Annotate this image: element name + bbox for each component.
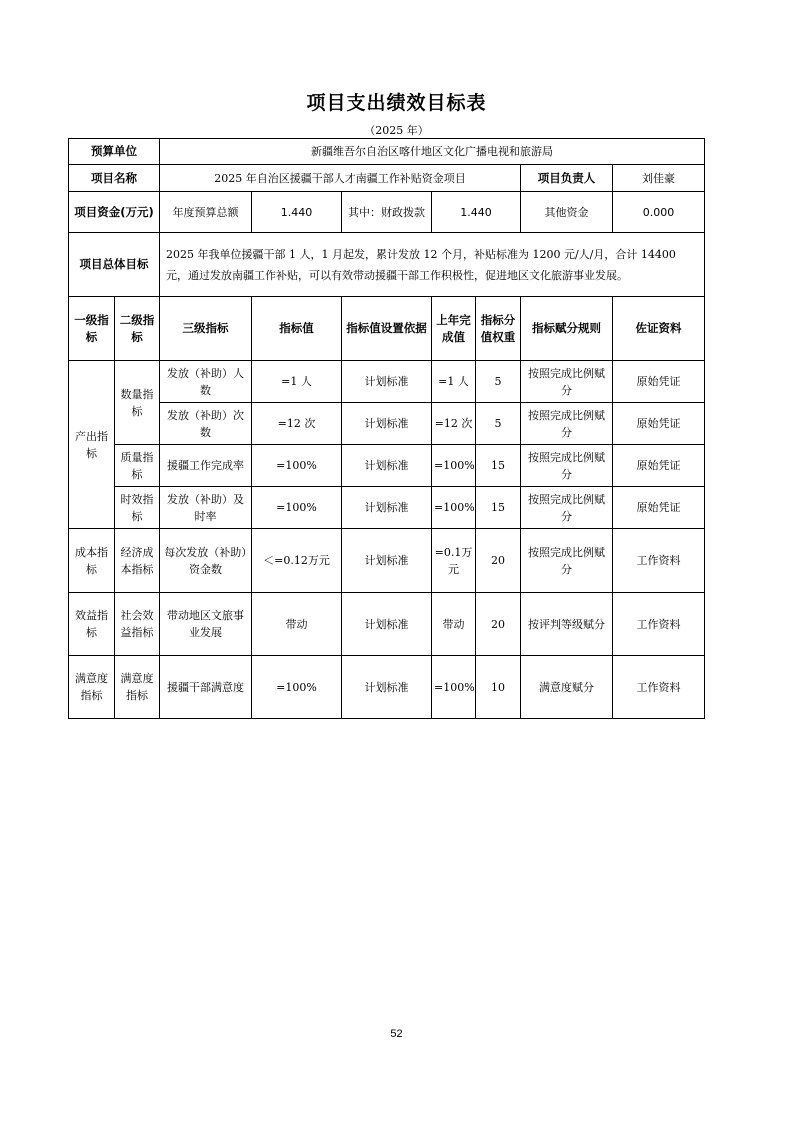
goal-text: 2025 年我单位援疆干部 1 人，1 月起发，累计发放 12 个月，补贴标准为 1200 元/人/月，合计 14400 元，通过发放南疆工作补贴，可以有效带动援疆干部工作积极性，促进地区文化旅游事业发展。 [160, 233, 705, 297]
table-row [69, 445, 705, 487]
goal-label: 项目总体目标 [69, 233, 160, 297]
value-cell: =1 人 [252, 361, 342, 403]
col-header-last-year: 上年完成值 [432, 297, 476, 361]
rule-cell: 满意度赋分 [521, 656, 613, 719]
level1-cell: 效益指标 [69, 593, 115, 656]
fiscal-value: 1.440 [432, 192, 521, 233]
project-name-label: 项目名称 [69, 165, 160, 192]
table-row [69, 487, 705, 529]
level2-cell: 满意度指标 [115, 656, 160, 719]
evidence-cell: 原始凭证 [613, 361, 705, 403]
level3-cell: 每次发放（补助）资金数 [160, 529, 252, 593]
level1-cell: 产出指标 [69, 361, 115, 529]
weight-cell: 20 [476, 529, 521, 593]
col-header-evidence: 佐证资料 [613, 297, 705, 361]
rule-cell: 按照完成比例赋分 [521, 487, 613, 529]
level3-cell: 发放（补助）人数 [160, 361, 252, 403]
value-cell: =100% [252, 656, 342, 719]
value-cell: ＜=0.12万元 [252, 529, 342, 593]
value-cell: =100% [252, 445, 342, 487]
weight-cell: 20 [476, 593, 521, 656]
last-year-cell: =1 人 [432, 361, 476, 403]
page-number: 52 [390, 1028, 403, 1040]
level3-cell: 援疆工作完成率 [160, 445, 252, 487]
level2-cell: 经济成本指标 [115, 529, 160, 593]
manager-value: 刘佳豪 [613, 165, 705, 192]
weight-cell: 10 [476, 656, 521, 719]
last-year-cell: =100% [432, 487, 476, 529]
evidence-cell: 工作资料 [613, 656, 705, 719]
project-name-value: 2025 年自治区援疆干部人才南疆工作补贴资金项目 [160, 165, 521, 192]
other-value: 0.000 [613, 192, 705, 233]
level3-cell: 援疆干部满意度 [160, 656, 252, 719]
table-row [69, 361, 705, 403]
rule-cell: 按照完成比例赋分 [521, 445, 613, 487]
value-cell: 带动 [252, 593, 342, 656]
rule-cell: 按照完成比例赋分 [521, 403, 613, 445]
evidence-cell: 原始凭证 [613, 445, 705, 487]
weight-cell: 15 [476, 445, 521, 487]
table-row [69, 593, 705, 656]
level1-cell: 成本指标 [69, 529, 115, 593]
col-header-weight: 指标分值权重 [476, 297, 521, 361]
weight-cell: 15 [476, 487, 521, 529]
fiscal-label: 其中：财政拨款 [342, 192, 432, 233]
col-header-level3: 三级指标 [160, 297, 252, 361]
weight-cell: 5 [476, 403, 521, 445]
basis-cell: 计划标准 [342, 593, 432, 656]
col-header-rule: 指标赋分规则 [521, 297, 613, 361]
weight-cell: 5 [476, 361, 521, 403]
basis-cell: 计划标准 [342, 403, 432, 445]
level2-cell: 数量指标 [115, 361, 160, 445]
basis-cell: 计划标准 [342, 445, 432, 487]
level3-cell: 发放（补助）次数 [160, 403, 252, 445]
manager-label: 项目负责人 [521, 165, 613, 192]
last-year-cell: =100% [432, 656, 476, 719]
performance-table [68, 138, 705, 719]
col-header-level2: 二级指标 [115, 297, 160, 361]
level3-cell: 发放（补助）及时率 [160, 487, 252, 529]
rule-cell: 按照完成比例赋分 [521, 529, 613, 593]
basis-cell: 计划标准 [342, 529, 432, 593]
evidence-cell: 原始凭证 [613, 403, 705, 445]
last-year-cell: =12 次 [432, 403, 476, 445]
col-header-value: 指标值 [252, 297, 342, 361]
basis-cell: 计划标准 [342, 361, 432, 403]
annual-budget-value: 1.440 [252, 192, 342, 233]
level2-cell: 时效指标 [115, 487, 160, 529]
table-row [69, 403, 705, 445]
rule-cell: 按照完成比例赋分 [521, 361, 613, 403]
level3-cell: 带动地区文旅事业发展 [160, 593, 252, 656]
basis-cell: 计划标准 [342, 656, 432, 719]
annual-budget-label: 年度预算总额 [160, 192, 252, 233]
last-year-cell: =0.1万元 [432, 529, 476, 593]
level1-cell: 满意度指标 [69, 656, 115, 719]
evidence-cell: 工作资料 [613, 593, 705, 656]
year-label: （2025 年） [364, 124, 429, 137]
evidence-cell: 工作资料 [613, 529, 705, 593]
level2-cell: 质量指标 [115, 445, 160, 487]
budget-unit-value: 新疆维吾尔自治区喀什地区文化广播电视和旅游局 [160, 139, 705, 165]
basis-cell: 计划标准 [342, 487, 432, 529]
value-cell: =100% [252, 487, 342, 529]
other-label: 其他资金 [521, 192, 613, 233]
table-row [69, 529, 705, 593]
table-row [69, 656, 705, 719]
page-title: 项目支出绩效目标表 [306, 92, 487, 114]
value-cell: =12 次 [252, 403, 342, 445]
col-header-level1: 一级指标 [69, 297, 115, 361]
col-header-basis: 指标值设置依据 [342, 297, 432, 361]
budget-unit-label: 预算单位 [69, 139, 160, 165]
evidence-cell: 原始凭证 [613, 487, 705, 529]
last-year-cell: =100% [432, 445, 476, 487]
funds-label: 项目资金(万元) [69, 192, 160, 233]
level2-cell: 社会效益指标 [115, 593, 160, 656]
rule-cell: 按评判等级赋分 [521, 593, 613, 656]
last-year-cell: 带动 [432, 593, 476, 656]
